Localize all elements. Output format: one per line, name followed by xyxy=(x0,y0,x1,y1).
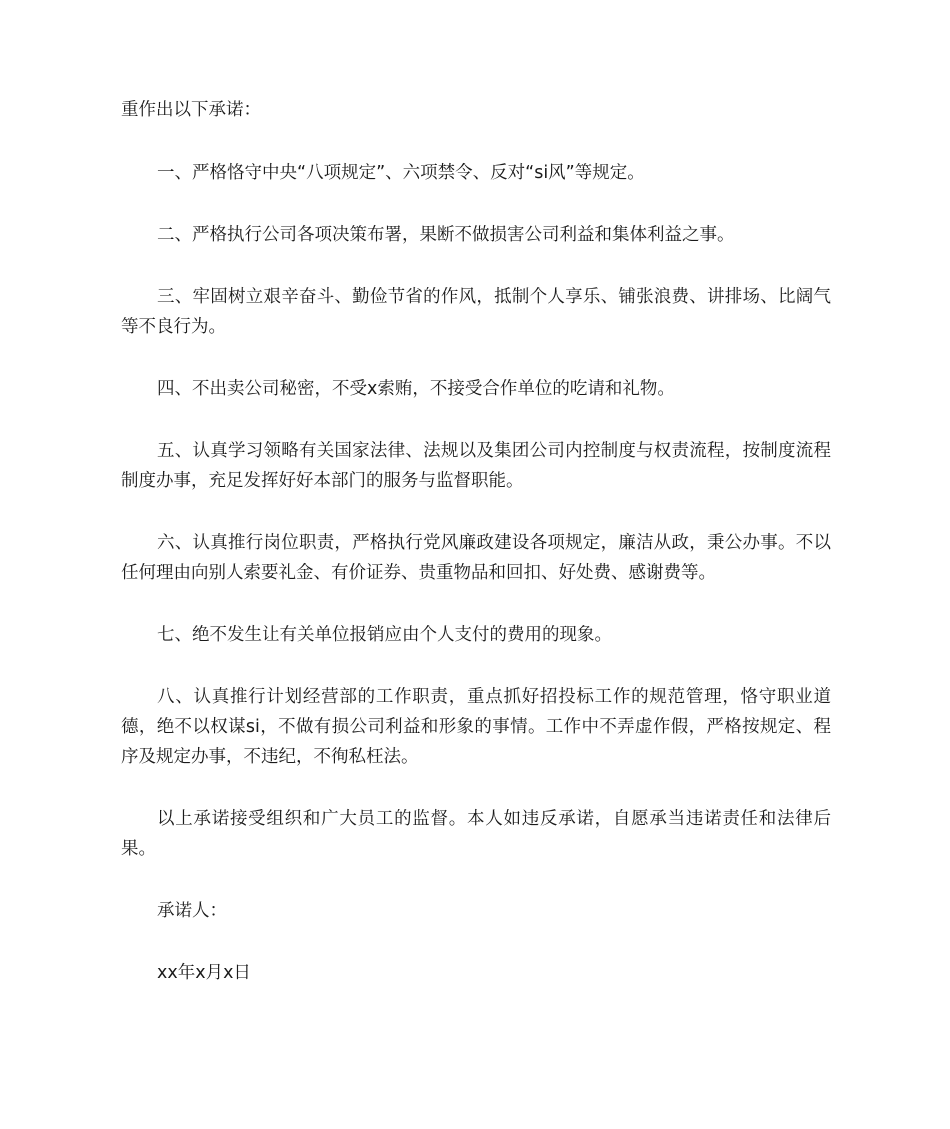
commitment-paragraph-7: 七、绝不发生让有关单位报销应由个人支付的费用的现象。 xyxy=(157,625,612,645)
commitment-paragraph-5: 五、认真学习领略有关国家法律、法规以及集团公司内控制度与权责流程，按制度流程制度办事，充足发挥好好本部门的服务与监督职能。 xyxy=(121,441,831,491)
commitment-paragraph-2: 二、严格执行公司各项决策布署，果断不做损害公司利益和集体利益之事。 xyxy=(157,225,735,245)
document-body xyxy=(121,95,831,1020)
intro-line: 重作出以下承诺： xyxy=(121,100,261,120)
commitment-paragraph-8: 八、认真推行计划经营部的工作职责，重点抓好招投标工作的规范管理，恪守职业道德，绝不以权谋si，不做有损公司利益和形象的事情。工作中不弄虚作假，严格按规定、程序及规定办事，不违纪，不徇私枉法。 xyxy=(121,687,831,767)
commitment-paragraph-1: 一、严格恪守中央“八项规定”、六项禁令、反对“si风”等规定。 xyxy=(157,163,645,183)
closing-paragraph: 以上承诺接受组织和广大员工的监督。本人如违反承诺，自愿承当违诺责任和法律后果。 xyxy=(121,809,831,859)
signer-label: 承诺人： xyxy=(157,901,227,921)
commitment-paragraph-4: 四、不出卖公司秘密，不受x索贿，不接受合作单位的吃请和礼物。 xyxy=(157,379,675,399)
commitment-paragraph-6: 六、认真推行岗位职责，严格执行党风廉政建设各项规定，廉洁从政，秉公办事。不以任何理由向别人索要礼金、有价证券、贵重物品和回扣、好处费、感谢费等。 xyxy=(121,533,831,583)
commitment-paragraph-3: 三、牢固树立艰辛奋斗、勤俭节省的作风，抵制个人享乐、铺张浪费、讲排场、比阔气等不良行为。 xyxy=(121,287,831,337)
signature-date: xx年x月x日 xyxy=(157,963,251,983)
